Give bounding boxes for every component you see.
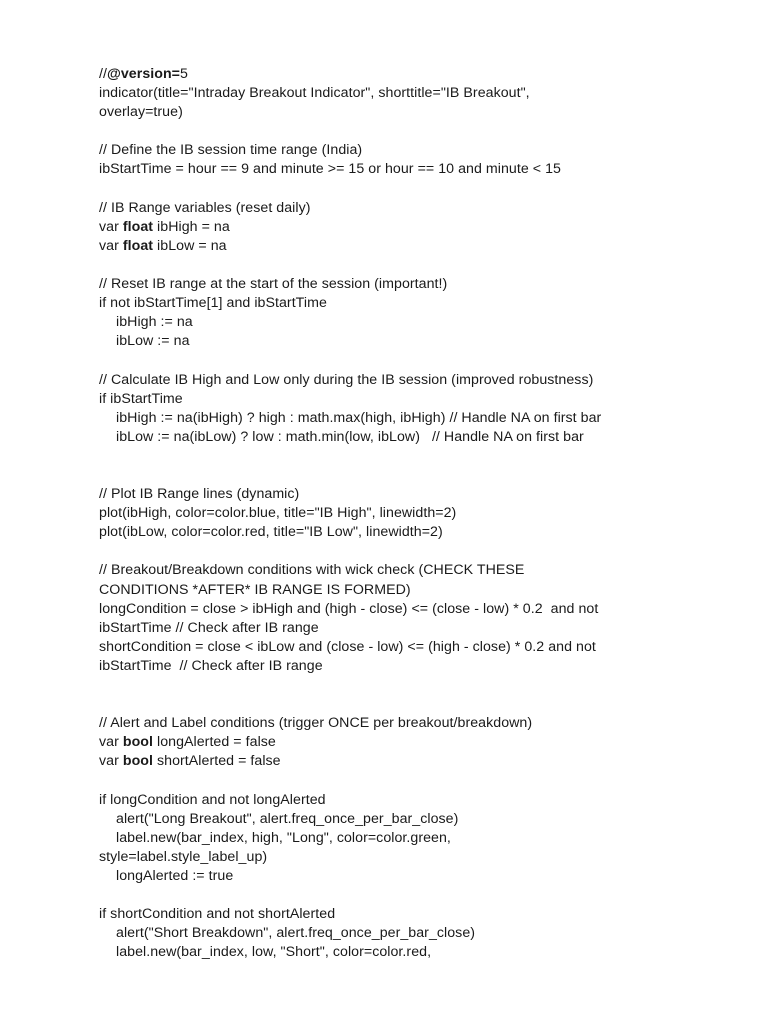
blank-line [99, 447, 699, 466]
code-text: longAlerted = false [153, 734, 276, 751]
code-line: longAlerted := true [116, 867, 234, 884]
code-line: // Reset IB range at the start of the session (important!) [99, 276, 448, 293]
code-line: label.new(bar_index, high, "Long", color=color.green, [116, 829, 451, 846]
code-text: shortAlerted = false [153, 753, 281, 770]
code-text: 5 [180, 66, 188, 82]
blank-line [99, 351, 699, 370]
code-keyword: bool [122, 753, 153, 770]
code-line: CONDITIONS *AFTER* IB RANGE IS FORMED) [99, 581, 411, 598]
code-keyword: @version= [106, 66, 181, 82]
code-line: longCondition = close > ibHigh and (high - close) <= (close - low) * 0.2 and not [99, 600, 599, 617]
code-line: plot(ibHigh, color=color.blue, title="IB High", linewidth=2) [99, 505, 457, 522]
code-line: if longCondition and not longAlerted [99, 791, 326, 808]
blank-line [99, 886, 699, 905]
code-line [99, 237, 699, 256]
code-line: // Calculate IB High and Low only during the IB session (improved robustness) [99, 371, 594, 388]
code-line: // Breakout/Breakdown conditions with wick check (CHECK THESE [99, 562, 525, 579]
code-line: plot(ibLow, color=color.red, title="IB Low", linewidth=2) [99, 524, 443, 541]
code-line: ibLow := na [116, 333, 190, 350]
code-text: ibHigh = na [153, 218, 230, 235]
code-line: ibLow := na(ibLow) ? low : math.min(low, ibLow) // Handle NA on first bar [116, 428, 584, 445]
code-line: if ibStartTime [99, 390, 183, 407]
code-line: ibStartTime = hour == 9 and minute >= 15 or hour == 10 and minute < 15 [99, 161, 562, 178]
code-line [99, 733, 699, 752]
code-line [99, 218, 699, 237]
code-text: var [99, 753, 123, 770]
code-line: alert("Long Breakout", alert.freq_once_per_bar_close) [116, 810, 459, 827]
code-line: // Plot IB Range lines (dynamic) [99, 486, 300, 503]
blank-line [99, 695, 699, 714]
code-text: // [99, 66, 107, 82]
code-line: indicator(title="Intraday Breakout Indicator", shorttitle="IB Breakout", [99, 85, 530, 102]
code-line [99, 65, 699, 84]
code-line [99, 752, 699, 771]
code-line: shortCondition = close < ibLow and (close - low) <= (high - close) * 0.2 and not [99, 638, 596, 655]
code-line: if shortCondition and not shortAlerted [99, 906, 336, 923]
code-text: var [99, 218, 123, 235]
code-line: alert("Short Breakdown", alert.freq_once_per_bar_close) [116, 925, 476, 942]
code-line: ibStartTime // Check after IB range [99, 619, 319, 636]
code-keyword: float [122, 218, 154, 235]
code-line: // Alert and Label conditions (trigger ONCE per breakout/breakdown) [99, 715, 533, 732]
blank-line [99, 771, 699, 790]
code-text: var [99, 237, 123, 254]
code-line: label.new(bar_index, low, "Short", color=color.red, [116, 944, 432, 961]
code-line: overlay=true) [99, 104, 183, 121]
blank-line [99, 180, 699, 199]
code-keyword: float [122, 237, 154, 254]
blank-line [99, 542, 699, 561]
blank-line [99, 466, 699, 485]
blank-line [99, 122, 699, 141]
code-line: ibStartTime // Check after IB range [99, 657, 323, 674]
code-line: ibHigh := na [116, 314, 193, 331]
code-keyword: bool [122, 734, 153, 751]
code-line: style=label.style_label_up) [99, 848, 268, 865]
blank-line [99, 676, 699, 695]
blank-line [99, 256, 699, 275]
code-line: // Define the IB session time range (India) [99, 142, 363, 159]
code-line: // IB Range variables (reset daily) [99, 199, 311, 216]
code-text: ibLow = na [153, 237, 227, 254]
code-line: ibHigh := na(ibHigh) ? high : math.max(high, ibHigh) // Handle NA on first bar [116, 409, 602, 426]
code-line: if not ibStartTime[1] and ibStartTime [99, 295, 327, 312]
code-text: var [99, 734, 123, 751]
code-listing [99, 65, 699, 962]
